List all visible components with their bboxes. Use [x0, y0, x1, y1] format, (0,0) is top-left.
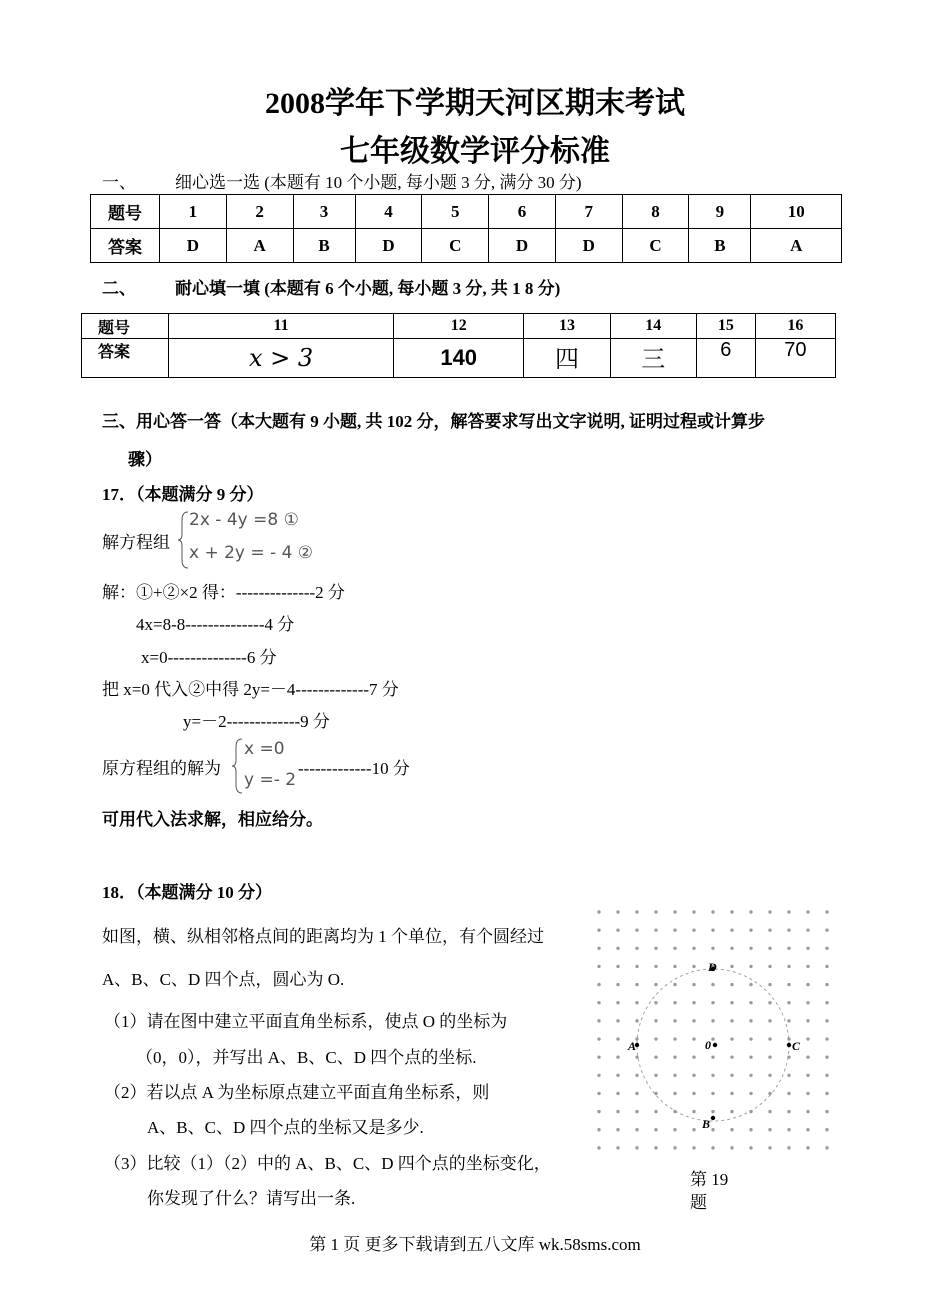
- grid-dot: [730, 983, 733, 986]
- grid-dot: [711, 928, 714, 931]
- grid-dot: [730, 1110, 733, 1113]
- grid-dot: [616, 1001, 619, 1004]
- grid-dot: [692, 910, 695, 913]
- grid-dot: [654, 928, 657, 931]
- grid-dot: [673, 1146, 676, 1149]
- q17-solution-x: x =0: [244, 739, 285, 759]
- question-number: 5: [422, 195, 489, 229]
- question-number: 13: [524, 314, 610, 339]
- grid-dot: [749, 983, 752, 986]
- grid-dot: [616, 1110, 619, 1113]
- grid-dot: [806, 1037, 809, 1040]
- answer-cell: B: [293, 229, 355, 263]
- grid-dot: [692, 1001, 695, 1004]
- section2-heading: 耐心填一填 (本题有 6 个小题, 每小题 3 分, 共 1 8 分): [175, 279, 561, 298]
- grid-dot: [654, 1092, 657, 1095]
- grid-dot: [597, 1074, 600, 1077]
- grid-dot: [692, 1055, 695, 1058]
- grid-dot: [806, 1055, 809, 1058]
- answer-cell: C: [422, 229, 489, 263]
- point-b-label: B: [702, 1117, 711, 1131]
- grid-dot: [673, 965, 676, 968]
- grid-dot: [654, 983, 657, 986]
- question-number: 7: [555, 195, 622, 229]
- q17-step-4: 把 x=0 代入②中得 2y=－4-------------7 分: [102, 680, 399, 699]
- grid-dot: [768, 1110, 771, 1113]
- grid-dot: [711, 1110, 714, 1113]
- q18-part2-line2: A、B、C、D 四个点的坐标又是多少.: [147, 1118, 424, 1137]
- grid-dot: [654, 947, 657, 950]
- question-number: 15: [696, 314, 755, 339]
- grid-dot: [616, 1037, 619, 1040]
- grid-dot: [616, 983, 619, 986]
- grid-dot: [635, 1146, 638, 1149]
- grid-dot: [654, 1110, 657, 1113]
- grid-dot: [692, 1037, 695, 1040]
- grid-dot: [787, 1019, 790, 1022]
- grid-dot: [597, 910, 600, 913]
- section1-number: 一、: [102, 173, 136, 192]
- grid-dot: [673, 1019, 676, 1022]
- q17-equation-2: x + 2y = - 4 ②: [189, 543, 314, 563]
- grid-dot: [825, 1092, 828, 1095]
- grid-dot: [730, 1146, 733, 1149]
- grid-dot: [597, 1037, 600, 1040]
- grid-dot: [768, 1001, 771, 1004]
- q17-heading: 17．（本题满分 9 分）: [102, 485, 264, 504]
- q17-solution-y: y =- 2: [244, 770, 297, 790]
- grid-dot: [749, 1019, 752, 1022]
- question-number: 11: [169, 314, 394, 339]
- grid-dot: [616, 1092, 619, 1095]
- question-number: 2: [226, 195, 293, 229]
- grid-dot: [806, 1146, 809, 1149]
- answer-cell: D: [489, 229, 556, 263]
- grid-dot: [806, 947, 809, 950]
- grid-dot: [787, 910, 790, 913]
- grid-dot: [616, 947, 619, 950]
- page-footer: 第 1 页 更多下载请到五八文库 wk.58sms.com: [309, 1235, 641, 1254]
- grid-dot: [597, 1019, 600, 1022]
- grid-dot: [768, 947, 771, 950]
- grid-dot: [692, 947, 695, 950]
- table-header-row: [82, 314, 836, 339]
- grid-dot: [616, 1128, 619, 1131]
- grid-dot: [673, 1001, 676, 1004]
- question-number: 16: [755, 314, 835, 339]
- table-answer-row: [91, 229, 842, 263]
- point-b-dot: [711, 1116, 715, 1120]
- answer-cell: A: [751, 229, 842, 263]
- question-number: 1: [160, 195, 227, 229]
- grid-dot: [787, 928, 790, 931]
- grid-dot: [654, 1037, 657, 1040]
- grid-dot: [711, 1074, 714, 1077]
- grid-dot: [806, 983, 809, 986]
- grid-dot: [597, 947, 600, 950]
- grid-dot: [787, 1146, 790, 1149]
- grid-dot: [597, 1110, 600, 1113]
- grid-dot: [654, 965, 657, 968]
- grid-dot: [825, 928, 828, 931]
- grid-dot: [711, 947, 714, 950]
- point-o-label: 0: [705, 1038, 711, 1052]
- grid-dot: [597, 965, 600, 968]
- grid-dot: [806, 1019, 809, 1022]
- grid-dot: [768, 928, 771, 931]
- answer-cell: D: [555, 229, 622, 263]
- grid-dot: [673, 983, 676, 986]
- left-brace-icon: [230, 737, 244, 795]
- grid-dot: [825, 1055, 828, 1058]
- grid-dot: [768, 1055, 771, 1058]
- grid-dot: [654, 1128, 657, 1131]
- grid-dot: [711, 1019, 714, 1022]
- grid-dot: [654, 910, 657, 913]
- grid-dot: [654, 1146, 657, 1149]
- grid-dot: [806, 1092, 809, 1095]
- q18-part3-line1: （3）比较（1）（2）中的 A、B、C、D 四个点的坐标变化，: [104, 1154, 551, 1173]
- fill-answer-table: [81, 313, 836, 378]
- grid-dot: [635, 983, 638, 986]
- grid-dot: [711, 983, 714, 986]
- grid-dot: [768, 1037, 771, 1040]
- grid-dot: [654, 1001, 657, 1004]
- figure-caption-cont: 题: [690, 1193, 707, 1212]
- grid-dot: [692, 1110, 695, 1113]
- grid-dot: [749, 947, 752, 950]
- answer-cell: 70: [755, 339, 835, 378]
- choice-answer-table: [90, 194, 842, 263]
- grid-dot: [635, 1074, 638, 1077]
- q17-step-2: 4x=8-8--------------4 分: [136, 615, 295, 634]
- grid-dot: [654, 1019, 657, 1022]
- grid-dot: [635, 965, 638, 968]
- grid-dot: [825, 1074, 828, 1077]
- grid-dot: [768, 1019, 771, 1022]
- grid-dot: [673, 1128, 676, 1131]
- grid-dot: [692, 1092, 695, 1095]
- grid-dot: [768, 983, 771, 986]
- grid-dot: [635, 1001, 638, 1004]
- grid-dot: [825, 910, 828, 913]
- section2-number: 二、: [102, 279, 136, 298]
- section1-heading: 细心选一选 (本题有 10 个小题, 每小题 3 分, 满分 30 分): [175, 173, 582, 192]
- grid-dot: [597, 1128, 600, 1131]
- section3-heading: 三、用心答一答（本大题有 9 小题, 共 102 分，解答要求写出文字说明, 证明过程或计算步: [102, 412, 765, 431]
- grid-dot: [635, 910, 638, 913]
- q18-heading: 18．（本题满分 10 分）: [102, 883, 272, 902]
- grid-dot: [616, 1019, 619, 1022]
- grid-dot: [749, 910, 752, 913]
- answer-cell: D: [355, 229, 422, 263]
- grid-dot: [597, 928, 600, 931]
- grid-dot: [616, 1055, 619, 1058]
- figure-caption: 第 19: [690, 1170, 729, 1189]
- point-a-label: A: [628, 1039, 637, 1053]
- point-c-dot: [787, 1043, 791, 1047]
- grid-dot: [616, 965, 619, 968]
- grid-dot: [654, 1055, 657, 1058]
- grid-dot: [825, 1001, 828, 1004]
- grid-dot: [635, 1128, 638, 1131]
- q18-part1-line1: （1）请在图中建立平面直角坐标系，使点 O 的坐标为: [104, 1012, 508, 1031]
- grid-dot: [711, 1037, 714, 1040]
- grid-dot: [749, 965, 752, 968]
- section3-heading-cont: 骤）: [128, 450, 162, 469]
- q17-note: 可用代入法求解，相应给分。: [102, 810, 323, 829]
- answer-cell: C: [622, 229, 689, 263]
- grid-dot: [635, 1092, 638, 1095]
- grid-dot: [597, 983, 600, 986]
- grid-dot: [825, 1037, 828, 1040]
- grid-dot: [768, 910, 771, 913]
- grid-dot: [730, 1092, 733, 1095]
- grid-dot: [616, 1146, 619, 1149]
- grid-dot: [673, 1074, 676, 1077]
- grid-dot: [635, 928, 638, 931]
- grid-dot: [806, 1074, 809, 1077]
- grid-dot: [730, 1128, 733, 1131]
- answer-cell: B: [689, 229, 751, 263]
- grid-dot: [749, 928, 752, 931]
- grid-dot: [654, 1074, 657, 1077]
- q17-step-5: y=－2-------------9 分: [183, 712, 330, 731]
- grid-dot: [673, 1092, 676, 1095]
- grid-dot: [806, 1001, 809, 1004]
- grid-dot: [749, 1128, 752, 1131]
- q17-solution-suffix: -------------10 分: [298, 759, 410, 778]
- grid-dot: [825, 965, 828, 968]
- grid-dot: [730, 910, 733, 913]
- grid-dot: [692, 1074, 695, 1077]
- grid-dot: [711, 1146, 714, 1149]
- grid-dot: [673, 1055, 676, 1058]
- grid-dot: [825, 947, 828, 950]
- answer-cell: 四: [524, 339, 610, 378]
- q18-paragraph-1: 如图，横、纵相邻格点间的距离均为 1 个单位，有个圆经过: [102, 927, 544, 946]
- grid-dot: [616, 928, 619, 931]
- grid-dot: [711, 1055, 714, 1058]
- grid-dot: [787, 1001, 790, 1004]
- grid-dot: [787, 947, 790, 950]
- grid-dot: [787, 983, 790, 986]
- grid-dot: [635, 1019, 638, 1022]
- table-header-row: [91, 195, 842, 229]
- q17-equation-1: 2x - 4y =8 ①: [189, 510, 299, 530]
- grid-dot: [787, 1092, 790, 1095]
- point-c-label: C: [792, 1039, 801, 1053]
- grid-dot: [730, 1037, 733, 1040]
- grid-dot: [825, 1110, 828, 1113]
- question-number: 8: [622, 195, 689, 229]
- grid-dot: [787, 965, 790, 968]
- q17-solution-prefix: 原方程组的解为: [102, 759, 221, 778]
- q18-part2-line1: （2）若以点 A 为坐标原点建立平面直角坐标系，则: [104, 1083, 490, 1102]
- answer-cell: 140: [394, 339, 524, 378]
- grid-dot: [768, 1074, 771, 1077]
- grid-dot: [635, 1110, 638, 1113]
- grid-dot: [730, 1019, 733, 1022]
- grid-dot: [673, 928, 676, 931]
- question-number: 12: [394, 314, 524, 339]
- grid-dots: [597, 910, 828, 1149]
- answer-label: 答案: [82, 339, 169, 378]
- grid-dot: [806, 1110, 809, 1113]
- grid-dot: [711, 1128, 714, 1131]
- grid-dot: [730, 928, 733, 931]
- grid-dot: [673, 1037, 676, 1040]
- q17-intro: 解方程组: [102, 533, 170, 552]
- grid-dot: [806, 1128, 809, 1131]
- grid-dot: [730, 947, 733, 950]
- q18-part1-line2: （0，0），并写出 A、B、C、D 四个点的坐标.: [136, 1048, 477, 1067]
- grid-dot: [749, 1037, 752, 1040]
- header-label: 题号: [91, 195, 160, 229]
- grid-dot: [597, 1055, 600, 1058]
- grid-dot: [616, 1074, 619, 1077]
- answer-cell: 三: [610, 339, 696, 378]
- grid-dot: [692, 983, 695, 986]
- grid-dot: [597, 1092, 600, 1095]
- question-number: 9: [689, 195, 751, 229]
- grid-dot: [768, 1146, 771, 1149]
- grid-dot: [749, 1001, 752, 1004]
- q17-step-3: x=0--------------6 分: [141, 648, 277, 667]
- grid-dot: [673, 910, 676, 913]
- left-brace-icon: [176, 510, 190, 570]
- grid-dot: [768, 1128, 771, 1131]
- grid-dot: [673, 947, 676, 950]
- q18-part3-line2: 你发现了什么？请写出一条.: [147, 1189, 356, 1208]
- header-label: 题号: [82, 314, 169, 339]
- dot-grid-figure: [595, 905, 835, 1165]
- grid-dot: [730, 965, 733, 968]
- grid-dot: [749, 1092, 752, 1095]
- grid-dot: [692, 1128, 695, 1131]
- grid-dot: [787, 1128, 790, 1131]
- grid-dot: [635, 947, 638, 950]
- grid-dot: [749, 1055, 752, 1058]
- grid-dot: [825, 1128, 828, 1131]
- grid-dot: [692, 1146, 695, 1149]
- grid-dot: [806, 928, 809, 931]
- point-d-label: D: [708, 960, 717, 974]
- grid-dot: [730, 1055, 733, 1058]
- grid-dot: [597, 1001, 600, 1004]
- question-number: 14: [610, 314, 696, 339]
- grid-dot: [730, 1001, 733, 1004]
- doc-title: 2008学年下学期天河区期末考试: [265, 87, 685, 120]
- grid-dot: [711, 1001, 714, 1004]
- grid-dot: [825, 1146, 828, 1149]
- answer-cell: x > 3: [169, 339, 394, 378]
- grid-dot: [825, 1019, 828, 1022]
- q17-step-1: 解：①+②×2 得：--------------2 分: [102, 583, 345, 602]
- grid-dot: [730, 1074, 733, 1077]
- point-o-dot: [713, 1043, 717, 1047]
- grid-dot: [787, 1110, 790, 1113]
- doc-subtitle: 七年级数学评分标准: [340, 135, 610, 168]
- grid-dot: [806, 910, 809, 913]
- answer-label: 答案: [91, 229, 160, 263]
- grid-dot: [692, 928, 695, 931]
- grid-dot: [692, 965, 695, 968]
- question-number: 6: [489, 195, 556, 229]
- question-number: 10: [751, 195, 842, 229]
- grid-dot: [711, 910, 714, 913]
- grid-dot: [806, 965, 809, 968]
- answer-cell: D: [160, 229, 227, 263]
- answer-cell: A: [226, 229, 293, 263]
- answer-cell: 6: [696, 339, 755, 378]
- grid-dot: [787, 1074, 790, 1077]
- grid-dot: [616, 910, 619, 913]
- grid-dot: [749, 1146, 752, 1149]
- question-number: 4: [355, 195, 422, 229]
- grid-dot: [711, 1092, 714, 1095]
- grid-dot: [749, 1074, 752, 1077]
- question-number: 3: [293, 195, 355, 229]
- grid-dot: [768, 965, 771, 968]
- q18-paragraph-2: A、B、C、D 四个点，圆心为 O.: [102, 970, 345, 989]
- grid-dot: [597, 1146, 600, 1149]
- grid-dot: [692, 1019, 695, 1022]
- table-answer-row: [82, 339, 836, 378]
- grid-dot: [825, 983, 828, 986]
